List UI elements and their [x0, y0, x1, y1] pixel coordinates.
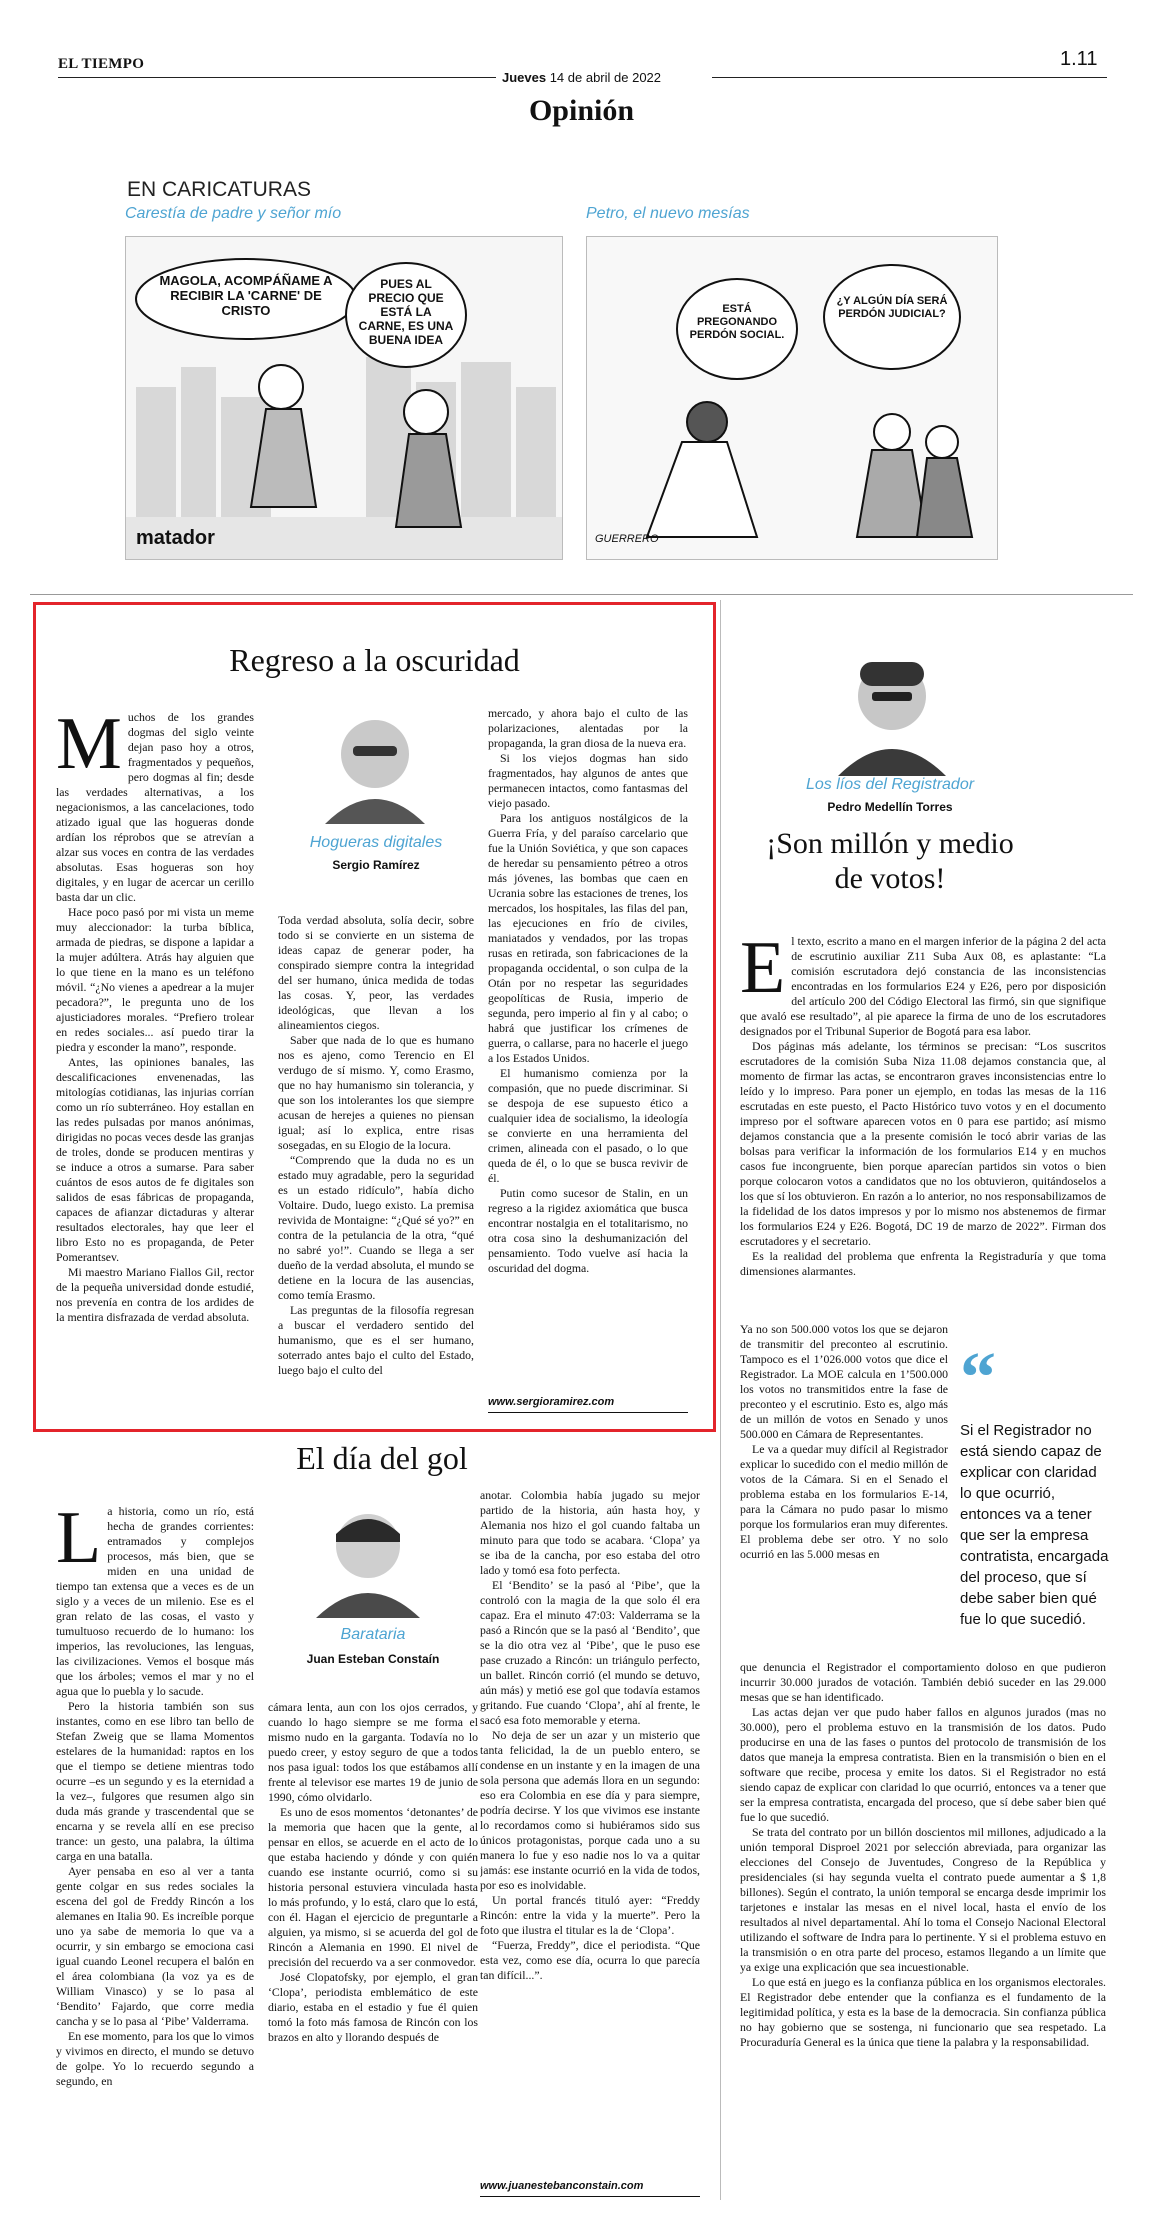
paragraph: Las preguntas de la filosofía regresan a buscar el verdadero sentido del humanismo, que es el ser humano, soterrado antes bajo el culto del Estado, luego bajo el culto del: [278, 1303, 474, 1377]
cartoon-left-bubble-2: PUES AL PRECIO QUE ESTÁ LA CARNE, ES UNA BUENA IDEA: [358, 277, 454, 347]
cartoon-left: [125, 236, 563, 560]
paragraph: Es uno de esos momentos ‘detonantes’ de la memoria que hacen que la gente, al pensar en ellos, se acuerde en el acto de lo que estaba haciendo y dónde y con quién cuando ese instante ocurrió, como si su historia personal estuviera vinculada hasta lo más profundo, y lo está, claro que lo está, con él. Hagan el ejercicio de preguntarle a alguien, ya mismo, si se acuerda del gol de Rincón a Alemania en 1990. El nivel de precisión del recuerdo va a ser conmovedor.: [268, 1805, 478, 1969]
pullquote: Si el Registrador no está siendo capaz de explicar con claridad lo que ocurrió, entonces va a tener que ser la empresa contratista, encargada del proceso, que sí debe saber bien qué fue lo que sucedió.: [960, 1422, 1109, 1628]
article-registrador-title: ¡Son millón y medio de votos!: [766, 827, 1014, 895]
paragraph: Putin como sucesor de Stalin, en un regreso a la rigidez axiomática que busca encontrar nostalgia en el totalitarismo, no otra cosa sino la deshumanización del pensamiento. Todo vuelve así hacia la oscuridad del dogma.: [488, 1186, 688, 1275]
cartoon-right: [586, 236, 998, 560]
paragraph: “Comprendo que la duda no es un estado muy agradable, pero la seguridad es un estado ridículo”, había dicho Voltaire. Dudo, luego existo. La premisa revivida de Montaigne: “¿Qué sé yo?” en contra de la petulancia de la otra, “qué no sabré yo!”. Cuando se llega a ser dueño de la verdad absoluta, el mundo se detiene en la locura de las ausencias, como temía Erasmo.: [278, 1153, 474, 1302]
paragraph: En ese momento, para los que lo vimos y vivimos en directo, el mundo se detuvo de golpe. Yo lo recuerdo segundo a segundo, en: [56, 2029, 254, 2088]
paragraph: uchos de los grandes dogmas del siglo veinte dejan paso hoy a otros, fragmentados y pequeños, pero dogmas al fin; desde las verdades alternativas, a los negacionismos, a las cancelaciones, todo atizado igual que las hogueras donde ardían los réprobos que se atrevían a alzar sus voces en contra de las verdades absolutas. Esas hogueras son hoy digitales, y en lugar de acercar un cerillo basta dar un clic.: [56, 710, 254, 904]
drop-cap: E: [740, 934, 786, 1009]
paragraph: anotar. Colombia había jugado su mejor partido de la historia, aún hasta hoy, y Alemania nos hizo el gol cuando faltaba un minuto para que todo se acabara. ‘Clopa’ ya se iba de la cancha, por eso estaba del otro lado y tomó esa foto perfecta.: [480, 1488, 700, 1577]
cartoon-right-drawing: [587, 237, 997, 559]
paragraph: El humanismo comienza por la compasión, que no puede discriminar. Si se despoja de ese supuesto ético a cualquier idea de socialismo, la ideología se convierte en una herramienta del crimen, alineada con el pasado, o lo que queda de él, o lo que se busca revivir de él.: [488, 1066, 688, 1185]
date-day: Jueves: [501, 70, 547, 85]
cartoon-right-signature: GUERRERO: [595, 533, 659, 545]
paragraph: a historia, como un río, está hecha de grandes corrientes: entramados y complejos procesos, más bien, que se miden en una unidad de tiempo tan extensa que a veces es de un siglo y a veces de un milenio. Ese es el gran relato de las cosas, el vasto y tumultuoso recuerdo de lo humano: los imperios, las revoluciones, las lenguas, las civilizaciones. Vemos el bosque más que los árboles; vemos el mar y no el agua que lo puebla y lo sacude.: [56, 1504, 254, 1698]
column-divider: [720, 600, 721, 2200]
paragraph: José Clopatofsky, por ejemplo, el gran ‘Clopa’, periodista emblemático de este diario, estaba en el estadio y fue él quien tomó la foto más famosa de Rincón con los brazos en alto y llorando después de: [268, 1970, 478, 2044]
article-gol-col-3: [480, 1488, 700, 2168]
article-regreso-title: Regreso a la oscuridad: [229, 642, 520, 678]
paragraph: Un portal francés tituló ayer: “Freddy Rincón: entre la vida y la muerte”. Pero la foto que ilustra el titular es la de ‘Clopa’.: [480, 1893, 700, 1937]
paragraph: Antes, las opiniones banales, las descalificaciones envenenadas, las mitologías cotidianas, las injurias corrían como un río subterráneo. Hoy estallan en las redes pulsadas por manos anónimas, dirigidas no pocas veces desde las granjas de troles, donde se producen mentiras y se induce a otros a sumarse. Para saber cuántos de esos autos de fe digitales son salidos de esas fábricas de propaganda, capaces de afianzar dictaduras y alterar resultados electorales, hay que leer el libro Esto no es propaganda, de Peter Pomerantsev.: [56, 1055, 254, 1264]
quote-mark-icon: “: [960, 1337, 996, 1417]
cartoon-left-bubble-1: MAGOLA, ACOMPÁÑAME A RECIBIR LA 'CARNE' DE CRISTO: [159, 273, 333, 318]
article-gol-website: www.juanestebanconstain.com: [480, 2180, 644, 2192]
author-photo-juan-esteban: [306, 1498, 430, 1618]
paragraph: Las actas dejan ver que pudo haber fallos en algunos jurados (mas no 30.000), pero el problema estuvo en la transmisión de los datos. Pudo producirse en una de las fases o puntos del protocolo de transmisión de los datos que maneja la empresa contratista. Bien en la transmisión o bien en el software que recibe, procesa y emite los datos. Si el Registrador no está siendo capaz de explicar con claridad lo que ocurrió, entonces va a tener que ser la empresa contratista, encargada del proceso, que sí debe saber bien qué fue lo que sucedió.: [740, 1705, 1106, 1824]
paragraph: No deja de ser un azar y un misterio que tanta felicidad, la de un pueblo entero, se condense en un instante y en la imagen de una sola persona que además llora en un segundo: eso era Colombia en ese día y para siempre, podría decirse. Y los que vivimos ese instante lo recordamos como si hubiéramos sido sus únicos protagonistas, porque cada uno a su manera lo fue y eso nadie nos lo va a quitar jamás: ese instante ocurrió en la vida de todos, por eso es inolvidable.: [480, 1728, 700, 1892]
article-gol-col-2: [268, 1700, 478, 2186]
cartoon-left-signature: matador: [136, 527, 215, 549]
paragraph: “Fuerza, Freddy”, dice el periodista. “Que esta vez, como ese día, ocurra lo que parecía tan difícil...”.: [480, 1938, 700, 1982]
paragraph: l texto, escrito a mano en el margen inferior de la página 2 del acta de escrutinio auxiliar Z11 Suba Aux 08, es aplastante: “La comisión escrutadora dejó constancia de las inconsistencias encontradas en los formularios E24 y E26, pero por disposición del artículo 200 del Código Electoral las firmó, sin que signifique que avaló ese resultado”, al pie aparece la firma de uno de los escrutadores designados por el Tribunal Superior de Bogotá para esa labor.: [740, 934, 1106, 1038]
article-gol-author: Juan Esteban Constaín: [306, 1652, 440, 1666]
paragraph: Saber que nada de lo que es humano nos es ajeno, como Terencio en El verdugo de sí mismo. Y, como Erasmo, que no hay humanismo sin tolerancia, y que son los intolerantes los que siempre acusan de herejes a quienes no piensan igual; así lo explica, entre risas sosegadas, en su Elogio de la locura.: [278, 1033, 474, 1152]
paragraph: Toda verdad absoluta, solía decir, sobre todo si se convierte en un sistema de ideas capaz de generar poder, ha conspirado siempre contra la integridad del ser humano, única medida de todas las cosas. Y, peor, las verdades ideológicas, que llevan a los alineamientos ciegos.: [278, 913, 474, 1032]
cartoon-right-subtitle: Petro, el nuevo mesías: [586, 205, 750, 222]
paragraph: Mi maestro Mariano Fiallos Gil, rector de la pequeña universidad donde estudié, nos prevenía en contra de los ardides de la mentira disfrazada de verdad absoluta.: [56, 1265, 254, 1324]
paragraph: Pero la historia también son sus instantes, como en ese libro tan bello de Stefan Zweig que se llama Momentos estelares de la humanidad: raptos en los que el tiempo se detiene mientras todo ocurre –es un segundo y es la eternidad a la vez–, fulgores que resumen algo sin duda más grande y trascendental que se encarna y se revela allí en ese preciso trance: un gesto, una palabra, la última carga en una batalla.: [56, 1699, 254, 1863]
article-regreso-column-name: Hogueras digitales: [309, 834, 443, 851]
cartoon-left-subtitle: Carestía de padre y señor mío: [125, 205, 342, 222]
paragraph: Hace poco pasó por mi vista un meme muy aleccionador: la turba bíblica, armada de piedras, se dispone a lapidar a la mujer adúltera. Atrás hay alguien que lo que tiene en la mano es un teléfono móvil. “¿No vienes a apedrear a la mujer pecadora?”, le pregunta uno de los ajusticiadores morales. “Prefiero trolear en redes sociales... así puedo tirar la piedra y esconder la mano”, responde.: [56, 905, 254, 1054]
article-registrador-intro: [740, 934, 1106, 1322]
header-rule-left: [58, 77, 496, 78]
article-registrador-outro: [740, 1660, 1106, 2180]
paragraph: Se trata del contrato por un billón doscientos mil millones, adjudicado a la unión temporal Disproel 2021 por selección abreviada, para organizar las elecciones del Consejo de Juventudes, Congreso de la República y presidenciales (si hay segunda vuelta el contrato puede aumentar a $ 1,8 billones). Según el contrato, la unión temporal se encarga desde imprimir los tarjetones e instalar las mesas en el nivel local, hasta el envío de los resultados al nivel departamental. Ahí lo toma el Consejo Nacional Electoral utilizando el software de Indra para lo pertinente. Y si el problema estuvo en la transmisión o en otra parte del proceso, estamos llegando a un límite que ya exige una explicación que sea incuestionable.: [740, 1825, 1106, 1974]
website-rule: [480, 2196, 700, 2197]
article-registrador-narrow-col: [740, 1322, 948, 1654]
article-gol-column-name: Barataria: [340, 1626, 406, 1643]
cartoon-right-bubble-2: ¿Y ALGÚN DÍA SERÁ PERDÓN JUDICIAL?: [836, 295, 948, 320]
cartoon-right-bubble-1: ESTÁ PREGONANDO PERDÓN SOCIAL.: [689, 303, 785, 341]
author-photo-sergio: [313, 704, 437, 824]
paragraph: Ya no son 500.000 votos los que se dejaron de transmitir del preconteo al escrutinio. Tampoco es el 1’026.000 votos que dice el Registrador. La MOE calcula en 1’500.000 los votos no transmitidos entre la fase de preconteo y el escrutinio. Esto es, algo más de un millón de votos en Senado y unos 500.000 en Cámara de Representantes.: [740, 1322, 948, 1441]
page-number: 1.11: [1060, 48, 1098, 70]
header-rule-right: [712, 77, 1107, 78]
article-regreso-website: www.sergioramirez.com: [488, 1396, 615, 1408]
section-title: Opinión: [528, 94, 635, 127]
article-regreso-author: Sergio Ramírez: [332, 858, 420, 872]
drop-cap: L: [56, 1504, 102, 1579]
article-gol-col-1: [56, 1504, 254, 2186]
paragraph: Es la realidad del problema que enfrenta la Registraduría y que toma dimensiones alarmantes.: [740, 1249, 1106, 1278]
date-rest: 14 de abril de 2022: [549, 70, 662, 85]
article-regreso-col-1: [56, 710, 254, 1410]
article-registrador-author: Pedro Medellín Torres: [827, 800, 953, 814]
brand-name: EL TIEMPO: [58, 56, 145, 72]
paragraph: Lo que está en juego es la confianza pública en los organismos electorales. El Registrador debe entender que la confianza es el fundamento de la legitimidad política, y esta es la base de la democracia. Sin confianza pública no hay gobierno que se sostenga, ni funcionario que sea respetado. La Procuraduría General es la única que tiene la palabra y la responsabilidad.: [740, 1975, 1106, 2049]
paragraph: que denuncia el Registrador el comportamiento doloso en que pudieron incurrir 30.000 jurados de votación. También debió suceder en las 29.000 mesas que se han identificado.: [740, 1660, 1106, 1704]
website-rule: [488, 1412, 688, 1413]
author-photo-pedro: [830, 646, 954, 776]
paragraph: El ‘Bendito’ se la pasó al ‘Pibe’, que la controló con la magia de la que solo él era capaz. Era el minuto 47:03: Valderrama se la pasó a Rincón que se la pasó al ‘Bendito’, que se la dio otra vez al ‘Pibe’, que le puso ese pase cruzado a Rincón: un triángulo perfecto, un ballet. Rincón corrió (el mundo se detuvo, aún más) y metió ese gol que todavía estamos gritando. Fue cuando ‘Clopa’, ahí al frente, le sacó esa foto memorable y eterna.: [480, 1578, 700, 1727]
paragraph: Si los viejos dogmas han sido fragmentados, hay algunos de antes que permanecen intactos, como fantasmas del viejo pasado.: [488, 751, 688, 810]
paragraph: Dos páginas más adelante, los términos se precisan: “Los suscritos escrutadores de la comisión Suba Niza 11.08 dejamos constancia que, al momento de firmar las actas, se encontraron graves inconsistencias entre lo leído y lo impreso. Para poner un ejemplo, en todas las mesas de la 116 escrutadas en este puesto, el Pacto Histórico tuvo votos y en el documento impreso por el software aparecen votos en 0 para ese partido; así mismo dejamos constancia que a la presente comisión le tocó abrir varias de las bolsas para verificar la información de los formularios E14 y en muchos casos fue incongruente, bien porque aparecían partidos sin votos o bien porque colocaron votos a candidatos que no los obtuvieron, quitándoselos a los que sí los obtuvieron. En razón a lo anterior, no nos responsabilizamos de la fidelidad de los datos impresos y por lo mismo nos abstenemos de firmar los formularios E24 y E26. Bogotá, DC 19 de marzo de 2022”. Firman dos escrutadores y el secretario.: [740, 1039, 1106, 1248]
article-gol-title: El día del gol: [296, 1440, 468, 1476]
drop-cap: M: [56, 710, 122, 785]
article-registrador-column-name: Los líos del Registrador: [805, 776, 975, 793]
caricaturas-kicker: EN CARICATURAS: [127, 178, 311, 201]
paragraph: Le va a quedar muy difícil al Registrador explicar lo sucedido con el medio millón de votos de la Cámara. Si en el Senado el problema estaba en los formularios E-14, para la Cámara no pudo pasar lo mismo porque los formularios eran muy diferentes. El problema debe ser otro. Y no solo ocurrió en las 5.000 mesas en: [740, 1442, 948, 1561]
paragraph: cámara lenta, aun con los ojos cerrados, y cuando lo hago siempre se me forma el mismo nudo en la garganta. Todavía no lo puedo creer, y estoy seguro de que a todos nos pasa igual: todos los que estábamos allí frente al televisor ese martes 19 de junio de 1990, cómo olvidarlo.: [268, 1700, 478, 1804]
article-regreso-col-3: [488, 706, 688, 1392]
paragraph: Ayer pensaba en eso al ver a tanta gente colgar en sus redes sociales la escena del gol de Freddy Rincón a los alemanes en Italia 90. Es increíble porque uno ya sabe de memoria lo que va a ocurrir, y sin embargo se emociona casi igual cuando Leonel recupera el balón en el área colombiana (la voz ya es de William Vinasco) y se lo pasa al ‘Bendito’ Fajardo, que corre media cancha y se lo pasa al ‘Pibe’ Valderrama.: [56, 1864, 254, 2028]
article-regreso-col-2: [278, 913, 474, 1408]
paragraph: Para los antiguos nostálgicos de la Guerra Fría, y del paraíso carcelario que fue la Unión Soviética, y que son capaces de heredar su pensamiento pétreo a otros más jóvenes, las bombas que caen en Ucrania sobre las estaciones de trenes, los mercados, los hospitales, las filas del pan, las ejecuciones en frío de civiles, maniatados y vendados, por las tropas rusas en retirada, son fabricaciones de la propaganda occidental, o son culpa de la Otán por no respetar las seguridades geopolíticas de Rusia, imperio de segunda, pero imperio al fin y al cabo; o habrá que justificar los crímenes de guerra, o callarse, para no hacerle el juego a los Estados Unidos.: [488, 811, 688, 1065]
paragraph: mercado, y ahora bajo el culto de las polarizaciones, alentadas por la propaganda, la gran diosa de la nueva era.: [488, 706, 688, 750]
separator-rule: [30, 594, 1133, 595]
